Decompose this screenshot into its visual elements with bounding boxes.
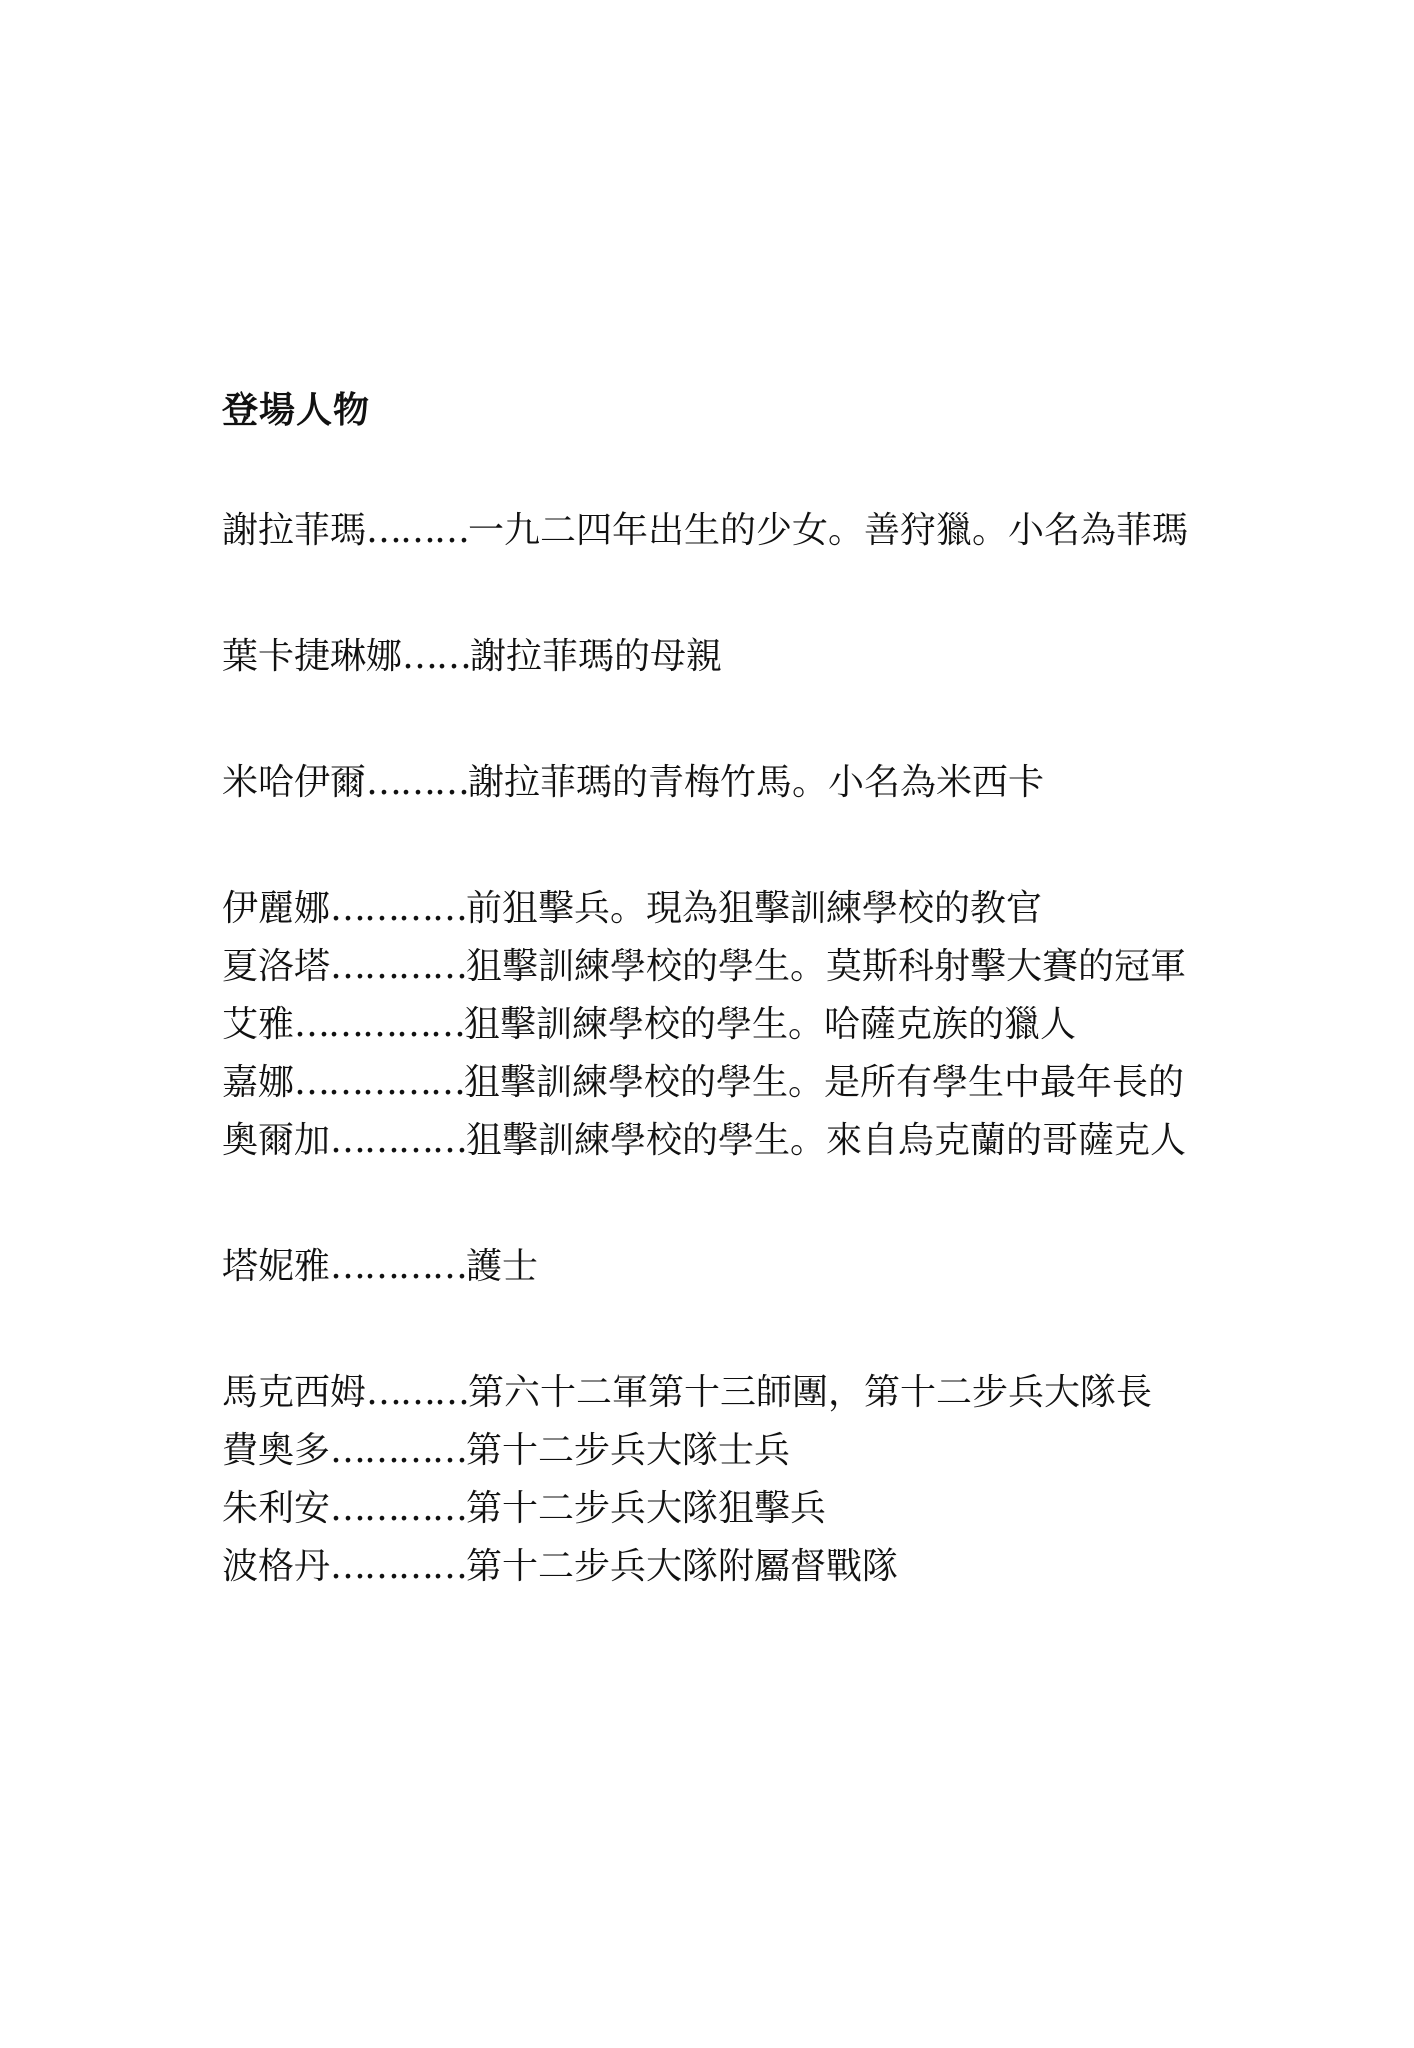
character-entry	[222, 1238, 1322, 1296]
leader-dots: ………	[366, 762, 469, 803]
character-list	[222, 388, 1322, 1596]
character-entry	[222, 938, 1322, 996]
leader-dots: …………	[330, 888, 467, 929]
leader-dots: ……………	[294, 1004, 465, 1045]
character-description: 謝拉菲瑪的青梅竹馬。小名為米西卡	[468, 762, 1045, 803]
character-description: 第十二步兵大隊附屬督戰隊	[466, 1546, 899, 1587]
leader-dots: …………	[330, 1120, 467, 1161]
leader-dots: …………	[330, 1488, 467, 1529]
character-name: 費奧多	[222, 1430, 331, 1471]
leader-dots: …………	[330, 946, 467, 987]
character-group	[222, 628, 1322, 686]
character-name: 艾雅	[222, 1004, 295, 1045]
leader-dots: ………	[366, 1372, 469, 1413]
character-description: 狙擊訓練學校的學生。莫斯科射擊大賽的冠軍	[466, 946, 1187, 987]
character-entry	[222, 996, 1322, 1054]
character-name: 波格丹	[222, 1546, 331, 1587]
character-name: 馬克西姆	[222, 1372, 367, 1413]
character-name: 米哈伊爾	[222, 762, 367, 803]
character-entry	[222, 1364, 1322, 1422]
character-name: 朱利安	[222, 1488, 331, 1529]
character-name: 夏洛塔	[222, 946, 331, 987]
leader-dots: …………	[330, 1430, 467, 1471]
leader-dots: ……	[402, 636, 471, 677]
character-entry	[222, 1480, 1322, 1538]
character-description: 護士	[466, 1246, 539, 1287]
character-description: 狙擊訓練學校的學生。來自烏克蘭的哥薩克人	[466, 1120, 1187, 1161]
character-entry	[222, 880, 1322, 938]
page-title: 登場人物	[222, 389, 371, 431]
character-name: 塔妮雅	[222, 1246, 331, 1287]
character-entry	[222, 1054, 1322, 1112]
character-description: 狙擊訓練學校的學生。是所有學生中最年長的	[464, 1062, 1185, 1103]
character-name: 奧爾加	[222, 1120, 331, 1161]
character-group	[222, 754, 1322, 812]
leader-dots: …………	[330, 1246, 467, 1287]
character-entry	[222, 628, 1322, 686]
leader-dots: …………	[330, 1546, 467, 1587]
character-description: 謝拉菲瑪的母親	[470, 636, 723, 677]
character-description: 前狙擊兵。現為狙擊訓練學校的教官	[466, 888, 1043, 929]
character-description: 第十二步兵大隊狙擊兵	[466, 1488, 827, 1529]
character-description: 狙擊訓練學校的學生。哈薩克族的獵人	[464, 1004, 1077, 1045]
character-group	[222, 1238, 1322, 1296]
character-name: 葉卡捷琳娜	[222, 636, 403, 677]
character-group	[222, 1364, 1322, 1596]
character-name: 謝拉菲瑪	[222, 510, 367, 551]
character-group	[222, 880, 1322, 1170]
character-description: 一九二四年出生的少女。善狩獵。小名為菲瑪	[468, 510, 1189, 551]
character-description: 第十二步兵大隊士兵	[466, 1430, 791, 1471]
character-entry	[222, 754, 1322, 812]
character-name: 嘉娜	[222, 1062, 295, 1103]
character-entry	[222, 1538, 1322, 1596]
character-name: 伊麗娜	[222, 888, 331, 929]
character-group	[222, 502, 1322, 560]
character-entry	[222, 1112, 1322, 1170]
character-description: 第六十二軍第十三師團，第十二步兵大隊長	[468, 1372, 1153, 1413]
character-entry	[222, 502, 1322, 560]
character-entry	[222, 1422, 1322, 1480]
leader-dots: ……………	[294, 1062, 465, 1103]
leader-dots: ………	[366, 510, 469, 551]
